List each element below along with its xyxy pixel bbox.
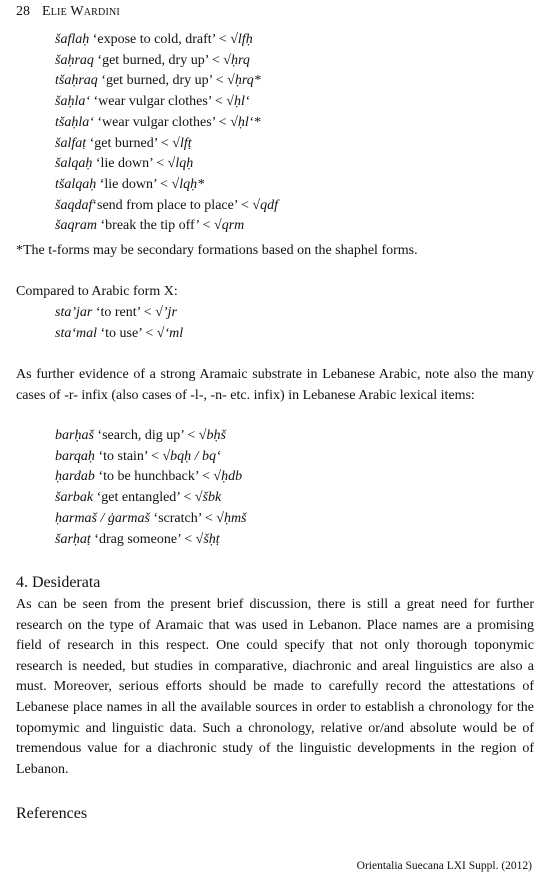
- word-root: qdf: [260, 197, 278, 213]
- root-marker: < √: [157, 135, 180, 151]
- word-gloss: ‘drag someone’: [94, 531, 181, 547]
- word-root: bḥš: [206, 428, 226, 443]
- list-item: [55, 324, 183, 345]
- root-marker: < √: [141, 325, 165, 341]
- list-item: [55, 92, 278, 113]
- root-marker: < √: [152, 156, 176, 172]
- word-root: lqḥ*: [179, 176, 205, 192]
- list-item: [55, 426, 247, 447]
- root-marker: < √: [215, 114, 238, 130]
- list-item: [55, 175, 278, 196]
- word-form: sta‘mal: [55, 325, 97, 341]
- word-gloss: ‘get entangled’: [96, 490, 180, 506]
- root-marker: < √: [180, 531, 204, 547]
- word-root: ḥdb: [221, 469, 243, 485]
- arabic-comparison-intro: Compared to Arabic form X:: [16, 284, 178, 299]
- running-header-author: Elie Wardini: [42, 4, 120, 19]
- list-item: [55, 467, 247, 488]
- list-item: [55, 30, 278, 51]
- word-root: šḥṭ: [203, 531, 220, 547]
- word-root: ‘ml: [164, 325, 184, 341]
- word-form: tšaḥla‘: [55, 114, 94, 130]
- root-marker: < √: [208, 52, 231, 68]
- word-gloss: ‘send from place to place’: [92, 197, 238, 213]
- word-gloss: ‘to rent’: [95, 305, 141, 320]
- section-heading: 4. Desiderata: [16, 574, 101, 591]
- word-gloss: ‘wear vulgar clothes’: [93, 94, 212, 110]
- word-root: lfḥ: [237, 32, 253, 47]
- word-form: ḥarmaš / ġarmaš: [55, 510, 150, 526]
- word-gloss: ‘get burned, dry up’: [101, 73, 213, 89]
- root-marker: < √: [199, 218, 222, 234]
- word-form: šarḥaṭ: [55, 531, 91, 547]
- word-gloss: ‘to be hunchback’: [98, 469, 199, 485]
- root-marker: < √: [198, 469, 222, 485]
- shaphel-form-list: [55, 30, 278, 237]
- word-gloss: ‘to use’: [100, 325, 142, 341]
- root-marker: < √: [147, 448, 171, 464]
- list-item: [55, 216, 278, 237]
- list-item: [55, 113, 278, 134]
- root-marker: < √: [201, 510, 224, 526]
- word-gloss: ‘get burned’: [89, 135, 158, 151]
- root-marker: < √: [211, 94, 234, 110]
- word-form: šalfaṭ: [55, 135, 87, 151]
- list-item: [55, 509, 247, 530]
- word-root: qrm: [221, 218, 245, 234]
- root-marker: < √: [237, 197, 261, 213]
- list-item: [55, 71, 278, 92]
- word-root: ḥl‘*: [237, 114, 261, 130]
- list-item: [55, 196, 278, 217]
- word-form: tšaḥraq: [55, 73, 98, 89]
- word-form: šalqaḥ: [55, 156, 93, 172]
- list-item: [55, 51, 278, 72]
- word-root: lfṭ: [179, 135, 192, 151]
- word-root: ’jr: [162, 305, 177, 320]
- word-gloss: ‘get burned, dry up’: [97, 52, 209, 68]
- word-root: ḥl‘: [234, 94, 250, 110]
- word-gloss: ‘wear vulgar clothes’: [97, 114, 216, 130]
- root-marker: < √: [212, 73, 235, 89]
- word-form: šarbak: [55, 490, 94, 506]
- evidence-paragraph: As further evidence of a strong Aramaic substrate in Lebanese Arabic, note also the many cases of -r- infix (also cases of -l-, -n- etc. infix) in Lebanese Arabic lexical items:: [16, 367, 534, 403]
- word-root: bqḥ / bq‘: [170, 448, 221, 464]
- word-form: ḥardab: [55, 469, 95, 485]
- list-item: [55, 530, 247, 551]
- running-header: [16, 3, 120, 21]
- word-form: sta’jar: [55, 305, 93, 320]
- infix-form-list: [55, 426, 247, 550]
- page-number: 28: [16, 4, 30, 19]
- word-root: ḥrq: [230, 52, 250, 68]
- desiderata-paragraph: As can be seen from the present brief discussion, there is still a great need for further research on the type of Aramaic that was used in Lebanon. Place names are a promising field of research in this respect. One could specify that not only thorough toponymic research is needed, but studies in comparative, diachronic and areal linguistics are also a must. Moreover, serious efforts should be made to carefully record the attestations of Lebanese place names in all the available sources in order to establish a chronology for the topomymic and linguistic data. Such a chronology, relative or/and absolute would be of tremendous value for a diachronic study of the linguistic developments in the region of Lebanon.: [16, 597, 534, 777]
- arabic-form-list: [55, 303, 183, 344]
- word-gloss: ‘scratch’: [153, 510, 202, 526]
- word-form: šaḥraq: [55, 52, 94, 68]
- word-gloss: ‘expose to cold, draft’: [92, 32, 216, 47]
- root-marker: < √: [156, 176, 180, 192]
- word-gloss: ‘search, dig up’: [97, 428, 184, 443]
- list-item: [55, 303, 183, 324]
- word-form: šaflaḥ: [55, 32, 90, 47]
- word-form: barḥaš: [55, 428, 94, 443]
- word-form: šaḥla‘: [55, 94, 90, 110]
- references-heading: References: [16, 805, 88, 822]
- word-form: šaqram: [55, 218, 98, 234]
- list-item: [55, 488, 247, 509]
- list-item: [55, 447, 247, 468]
- root-marker: < √: [183, 428, 207, 443]
- word-gloss: ‘break the tip off’: [100, 218, 200, 234]
- list-item: [55, 154, 278, 175]
- word-form: šaqdaf: [55, 197, 93, 213]
- footnote: *The t-forms may be secondary formations based on the shaphel forms.: [16, 243, 418, 258]
- word-gloss: ‘to stain’: [98, 448, 148, 464]
- word-root: šbk: [202, 490, 222, 506]
- root-marker: < √: [140, 305, 163, 320]
- journal-footer: Orientalia Suecana LXI Suppl. (2012): [356, 860, 532, 872]
- root-marker: < √: [215, 32, 238, 47]
- word-gloss: ‘lie down’: [95, 156, 153, 172]
- word-root: ḥmš: [223, 510, 247, 526]
- word-form: tšalqaḥ: [55, 176, 97, 192]
- word-root: ḥrq*: [234, 73, 261, 89]
- list-item: [55, 134, 278, 155]
- word-root: lqḥ: [175, 156, 194, 172]
- word-gloss: ‘lie down’: [99, 176, 157, 192]
- root-marker: < √: [179, 490, 203, 506]
- word-form: barqaḥ: [55, 448, 95, 464]
